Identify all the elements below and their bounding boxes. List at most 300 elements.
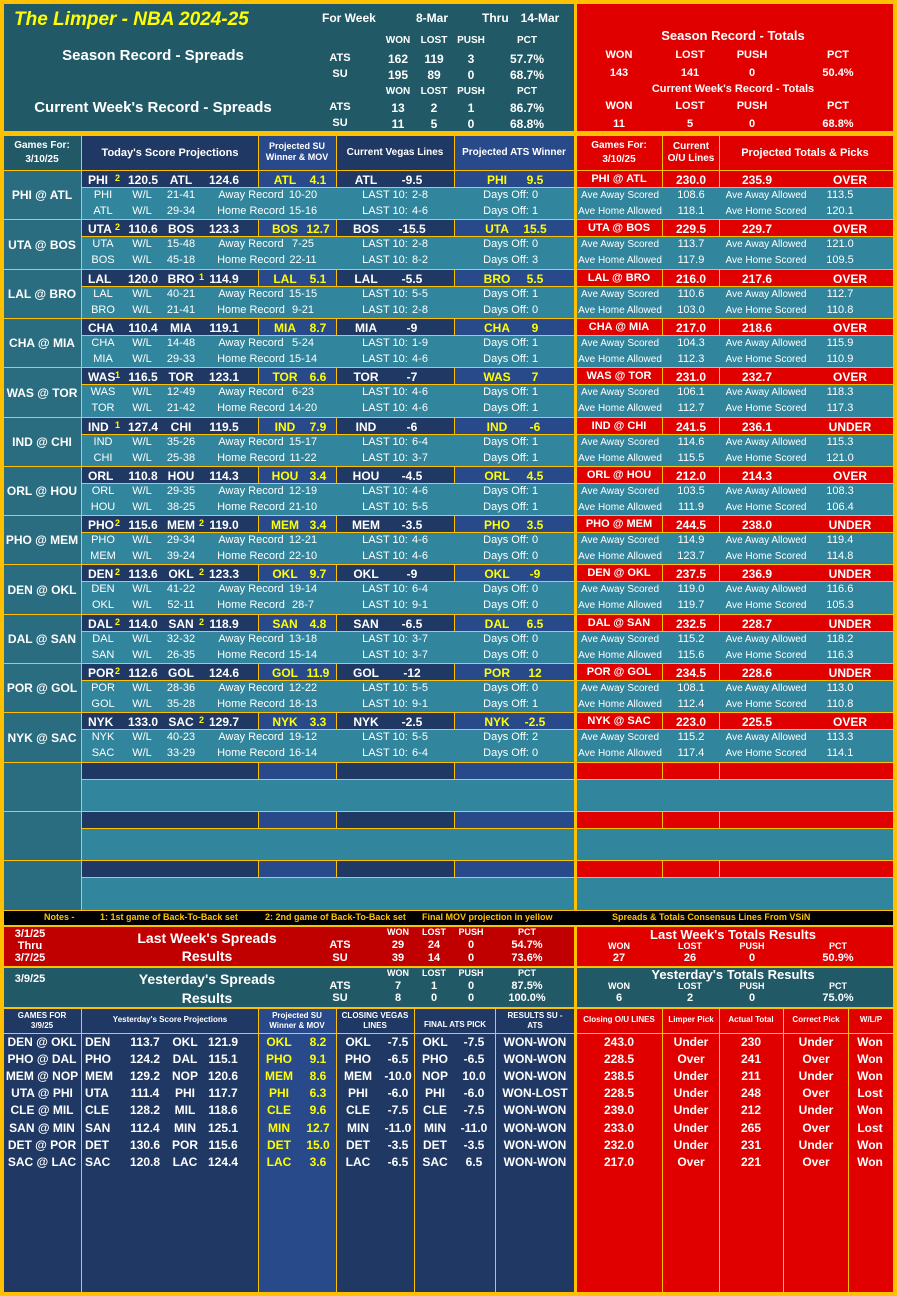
last10-label: LAST 10:	[362, 304, 408, 316]
home-team: SAC	[168, 715, 194, 729]
home-team: BOS	[167, 222, 195, 236]
split-label: Home Record	[217, 452, 285, 464]
avg-value: 114.8	[826, 550, 854, 562]
days-off: 0	[531, 189, 539, 201]
team-abbr: CHI	[93, 452, 113, 464]
avg-label: Ave Home Allowed	[578, 551, 662, 562]
avg-value: 114.1	[826, 747, 854, 759]
y-pick: Under	[673, 1121, 709, 1135]
team-abbr: IND	[93, 436, 113, 448]
days-off: 0	[531, 599, 539, 611]
totals-header: Projected Totals & Picks	[741, 147, 869, 159]
days-off-label: Days Off:	[483, 205, 529, 217]
ou-matchup: POR @ GOL	[586, 666, 652, 678]
avg-label: Ave Home Allowed	[578, 354, 662, 365]
days-off: 0	[531, 633, 539, 645]
last10-record: 4-6	[412, 534, 428, 546]
su-mov: 4.1	[309, 173, 327, 187]
home-score: 119.1	[209, 321, 239, 335]
wl-label: W/L	[132, 731, 152, 743]
team-abbr: BRO	[91, 304, 115, 316]
line-team: TOR	[353, 370, 379, 384]
y-home: DAL	[172, 1052, 198, 1066]
ou-matchup: CHA @ MIA	[588, 321, 650, 333]
team-record: 15-48	[166, 238, 196, 250]
team-record: 29-34	[166, 534, 196, 546]
y-away: CLE	[85, 1103, 109, 1117]
split-record: 28-7	[291, 599, 315, 611]
col-header: PUSH	[739, 981, 765, 991]
avg-value: 110.6	[677, 288, 705, 300]
team-record: 40-21	[166, 288, 196, 300]
line-team: ATL	[354, 173, 378, 187]
lw-su: 14	[427, 952, 441, 964]
line-value: -12	[403, 666, 421, 680]
y-correct: Over	[802, 1121, 830, 1135]
ats-value: 7	[531, 370, 539, 384]
yh-su-label: Projected SU Winner & MOV	[269, 1011, 325, 1030]
away-team: NYK	[88, 715, 114, 729]
split-label: Home Record	[217, 550, 285, 562]
y-line: -6.0	[387, 1086, 409, 1100]
y-correct: Over	[802, 1086, 830, 1100]
ats-label: ATS	[329, 101, 351, 113]
last10-record: 3-7	[412, 452, 428, 464]
y-away: SAN	[85, 1121, 111, 1135]
col-header: WON	[387, 968, 409, 978]
away-score: 133.0	[127, 715, 159, 729]
days-off: 0	[531, 238, 539, 250]
wl-label: W/L	[132, 682, 152, 694]
y-matchup: UTA @ PHI	[11, 1086, 73, 1100]
y-line-team: MEM	[344, 1069, 372, 1083]
week-totals-value: 0	[748, 118, 756, 130]
b2b-flag: 2	[115, 617, 121, 627]
lw-ats: 54.7%	[511, 939, 543, 951]
y-totals-value: 0	[748, 992, 756, 1004]
matchup-label: WAS @ TOR	[6, 385, 78, 400]
days-off: 1	[531, 501, 539, 513]
days-off-label: Days Off:	[483, 485, 529, 497]
total-pick: OVER	[832, 173, 868, 187]
su-team: GOL	[272, 666, 298, 680]
ats-label: ATS	[329, 939, 351, 951]
total-pick: OVER	[832, 222, 868, 236]
lw-totals-value: 26	[683, 952, 697, 964]
split-label: Away Record	[218, 682, 284, 694]
home-team: OKL	[168, 567, 194, 581]
y-pick: Under	[673, 1086, 709, 1100]
last10-label: LAST 10:	[362, 254, 408, 266]
ats-team: NYK	[484, 715, 510, 729]
split-label: Home Record	[217, 254, 285, 266]
y-su: 8	[394, 992, 402, 1004]
yh-wlp-label: W/L/P	[859, 1015, 883, 1024]
days-off-label: Days Off:	[483, 402, 529, 414]
ats-team: ORL	[484, 469, 510, 483]
avg-value: 110.9	[826, 353, 854, 365]
away-team: PHO	[88, 518, 115, 532]
season-su-value: 195	[387, 68, 409, 82]
col-header: LOST	[422, 927, 446, 937]
y-su-mov: 9.6	[309, 1103, 327, 1117]
avg-label: Ave Away Scored	[580, 584, 660, 595]
days-off-label: Days Off:	[483, 238, 529, 250]
y-away: PHO	[85, 1052, 112, 1066]
col-header: WON	[608, 941, 630, 951]
ats-row	[455, 615, 574, 631]
last10-label: LAST 10:	[362, 633, 408, 645]
total-pick: OVER	[832, 272, 868, 286]
y-ats-val: -7.5	[463, 1035, 485, 1049]
lw-totals-value: 50.9%	[822, 952, 854, 964]
y-home: PHI	[174, 1086, 196, 1100]
y-actual: 248	[740, 1086, 762, 1100]
last10-record: 6-4	[412, 747, 428, 759]
page-title: The Limper - NBA 2024-25	[14, 9, 249, 30]
days-off-label: Days Off:	[483, 747, 529, 759]
season-su-value: 68.7%	[509, 68, 545, 82]
avg-value: 121.0	[826, 452, 854, 464]
col-header: PCT	[829, 941, 847, 951]
y-ou: 239.0	[603, 1103, 635, 1117]
games-for-label: Games For:	[14, 140, 70, 151]
season-totals-value: 141	[680, 67, 700, 79]
y-su-team: PHI	[268, 1086, 290, 1100]
avg-value: 116.6	[826, 583, 854, 595]
ats-team: CHA	[484, 321, 510, 335]
ou-row	[663, 763, 719, 779]
y-matchup: CLE @ MIL	[10, 1103, 74, 1117]
games-for-label: Games For:	[591, 140, 647, 151]
last10-record: 5-5	[412, 288, 428, 300]
days-off-label: Days Off:	[483, 682, 529, 694]
b2b-flag: 2	[115, 173, 121, 183]
line-team: BOS	[352, 222, 380, 236]
ats-row	[455, 171, 574, 187]
avg-value: 108.6	[677, 189, 705, 201]
ou-line: 244.5	[675, 518, 707, 532]
team-abbr: PHI	[93, 189, 113, 201]
wl-label: W/L	[132, 337, 152, 349]
days-off: 1	[531, 402, 539, 414]
home-team: SAN	[168, 617, 194, 631]
avg-value: 115.3	[826, 436, 854, 448]
su-team: HOU	[271, 469, 299, 483]
y-line-team: LAC	[345, 1155, 371, 1169]
b2b-flag: 1	[199, 272, 205, 282]
matchup-cell	[4, 861, 81, 910]
away-score: 115.6	[128, 518, 158, 532]
su-row	[259, 812, 336, 828]
ats-row	[455, 861, 574, 877]
ou-row	[663, 861, 719, 877]
su-team: ATL	[273, 173, 297, 187]
avg-value: 115.9	[826, 337, 854, 349]
avg-label: Ave Home Allowed	[578, 453, 662, 464]
split-label: Home Record	[217, 747, 285, 759]
line-team: MEM	[352, 518, 380, 532]
totals-row	[720, 812, 893, 828]
split-record: 7-25	[291, 238, 315, 250]
away-team: DAL	[88, 617, 113, 631]
projected-total: 236.1	[741, 420, 773, 434]
days-off: 0	[531, 649, 539, 661]
wl-label: W/L	[132, 599, 152, 611]
split-record: 21-10	[288, 501, 318, 513]
ou-line: 223.0	[675, 715, 707, 729]
avg-label: Ave Away Scored	[580, 289, 660, 300]
y-wlp: Won	[857, 1138, 883, 1152]
away-team: ORL	[88, 469, 114, 483]
ats-team: PHO	[483, 518, 511, 532]
lw-su: 0	[467, 952, 475, 964]
days-off-label: Days Off:	[483, 550, 529, 562]
y-actual: 212	[740, 1103, 762, 1117]
su-team: MEM	[271, 518, 299, 532]
lw-ats: 29	[391, 939, 405, 951]
avg-value: 115.6	[677, 649, 705, 661]
away-team: LAL	[88, 272, 112, 286]
y-su-team: CLE	[267, 1103, 291, 1117]
avg-value: 113.7	[677, 238, 705, 250]
team-abbr: HOU	[90, 501, 116, 513]
split-label: Home Record	[217, 402, 285, 414]
line-team: GOL	[353, 666, 379, 680]
days-off: 1	[531, 485, 539, 497]
split-record: 16-14	[288, 747, 318, 759]
y-ats-team: SAC	[422, 1155, 448, 1169]
split-label: Away Record	[218, 583, 284, 595]
y-line-team: PHI	[347, 1086, 369, 1100]
avg-value: 117.9	[677, 254, 705, 266]
y-away-score: 129.2	[129, 1069, 161, 1083]
line-team: NYK	[353, 715, 379, 729]
team-abbr: WAS	[90, 386, 116, 398]
y-ats-val: 6.5	[465, 1155, 483, 1169]
days-off: 1	[531, 288, 539, 300]
y-home-score: 117.7	[208, 1086, 238, 1100]
y-ats-team: DET	[423, 1138, 447, 1152]
home-score: 123.3	[208, 222, 240, 236]
ou-line: 237.5	[675, 567, 707, 581]
y-ats: 87.5%	[511, 980, 543, 992]
home-score: 119.0	[209, 518, 239, 532]
home-team: BRO	[167, 272, 195, 286]
last10-label: LAST 10:	[362, 550, 408, 562]
y-matchup: SAN @ MIN	[9, 1121, 75, 1135]
su-label: SU	[332, 117, 348, 129]
vegas-header: Current Vegas Lines	[346, 147, 444, 158]
split-label: Away Record	[218, 731, 284, 743]
ou-line: 234.5	[675, 666, 707, 680]
y-line: -11.0	[384, 1121, 412, 1135]
yesterday-panel	[4, 968, 574, 1007]
ats-row	[455, 270, 574, 286]
y-su-team: LAC	[266, 1155, 292, 1169]
ou-line: 229.5	[675, 222, 707, 236]
matchup-label: UTA @ BOS	[8, 237, 76, 252]
home-team: HOU	[167, 469, 195, 483]
y-away-score: 128.2	[129, 1103, 161, 1117]
avg-value: 119.7	[677, 599, 705, 611]
y-ou: 228.5	[603, 1086, 635, 1100]
ats-row	[455, 812, 574, 828]
season-totals-value: 143	[609, 67, 629, 79]
y-ats-val: -6.5	[463, 1052, 485, 1066]
last10-label: LAST 10:	[362, 189, 408, 201]
avg-value: 113.0	[826, 682, 854, 694]
y-su-mov: 6.3	[309, 1086, 327, 1100]
thru-label: Thru	[482, 11, 509, 25]
split-label: Away Record	[218, 288, 284, 300]
matchup-label: LAL @ BRO	[7, 287, 77, 301]
days-off: 1	[531, 205, 539, 217]
total-pick: UNDER	[828, 617, 872, 631]
projected-total: 238.0	[741, 518, 773, 532]
away-score: 110.4	[128, 321, 158, 335]
ats-value: 9.5	[526, 173, 544, 187]
b2b-flag: 1	[115, 420, 121, 430]
days-off-label: Days Off:	[483, 649, 529, 661]
split-label: Home Record	[217, 304, 285, 316]
days-off: 0	[531, 304, 539, 316]
avg-value: 106.4	[826, 501, 854, 513]
y-away: SAC	[85, 1155, 111, 1169]
avg-label: Ave Home Allowed	[578, 206, 662, 217]
lw-su: 39	[391, 952, 405, 964]
days-off-label: Days Off:	[483, 633, 529, 645]
avg-label: Ave Away Allowed	[725, 634, 807, 645]
su-team: SAN	[272, 617, 298, 631]
y-ats-team: PHO	[421, 1052, 449, 1066]
y-correct: Under	[798, 1035, 834, 1049]
home-score: 114.3	[209, 469, 239, 483]
team-record: 35-26	[166, 436, 196, 448]
days-off-label: Days Off:	[483, 599, 529, 611]
y-ou: 228.5	[603, 1052, 635, 1066]
avg-label: Ave Home Allowed	[578, 748, 662, 759]
team-record: 33-29	[166, 747, 196, 759]
y-pick: Over	[677, 1052, 705, 1066]
stats-rows-right	[577, 878, 893, 910]
week-ats-value: 86.7%	[509, 101, 545, 115]
avg-value: 118.3	[826, 386, 854, 398]
avg-label: Ave Away Allowed	[725, 486, 807, 497]
split-label: Away Record	[218, 485, 284, 497]
y-line-team: PHO	[344, 1052, 372, 1066]
col-header: PUSH	[736, 100, 768, 112]
su-mov: 4.8	[309, 617, 327, 631]
col-header: WON	[608, 981, 630, 991]
avg-value: 118.1	[677, 205, 705, 217]
avg-label: Ave Home Scored	[725, 551, 807, 562]
week-start: 8-Mar	[415, 11, 449, 25]
y-su-mov: 15.0	[306, 1138, 330, 1152]
ats-label: ATS	[329, 52, 351, 64]
y-ats-team: OKL	[422, 1035, 448, 1049]
yh-final-label: FINAL ATS PICK	[423, 1020, 487, 1029]
y-home: NOP	[171, 1069, 199, 1083]
su-row	[259, 763, 336, 779]
team-record: 21-42	[166, 402, 196, 414]
away-score: 127.4	[127, 420, 159, 434]
y-ats-val: 10.0	[462, 1069, 486, 1083]
ou-matchup: NYK @ SAC	[587, 715, 651, 727]
stats-rows-right	[577, 780, 893, 811]
ou-line: 241.5	[675, 420, 707, 434]
matchup-cell	[4, 812, 81, 860]
away-team: PHI	[88, 173, 109, 187]
team-abbr: PHO	[91, 534, 115, 546]
home-team: ATL	[169, 173, 193, 187]
away-team: WAS	[88, 370, 116, 384]
ats-row	[455, 516, 574, 532]
avg-value: 117.3	[826, 402, 854, 414]
split-record: 15-16	[288, 205, 318, 217]
avg-label: Ave Away Allowed	[725, 584, 807, 595]
lw-totals-title: Last Week's Totals Results	[650, 927, 816, 942]
b2b-flag: 2	[115, 567, 121, 577]
last10-label: LAST 10:	[362, 599, 408, 611]
days-off: 0	[531, 583, 539, 595]
y-wlp: Lost	[857, 1121, 883, 1135]
home-team: MIA	[170, 321, 192, 335]
ou-matchup: IND @ CHI	[591, 420, 647, 432]
avg-label: Ave Away Allowed	[725, 338, 807, 349]
team-record: 14-48	[166, 337, 196, 349]
avg-label: Ave Away Scored	[580, 190, 660, 201]
avg-value: 112.7	[826, 288, 854, 300]
su-mov: 3.4	[309, 518, 327, 532]
avg-label: Ave Away Scored	[580, 239, 660, 250]
avg-value: 121.0	[826, 238, 854, 250]
col-header: LOST	[422, 968, 446, 978]
line-team: SAN	[353, 617, 379, 631]
total-pick: OVER	[832, 370, 868, 384]
su-label: SU	[332, 68, 348, 80]
last10-record: 2-8	[412, 304, 428, 316]
su-mov: 3.4	[309, 469, 327, 483]
notes-label: Notes -	[44, 912, 75, 922]
avg-value: 105.3	[826, 599, 854, 611]
su-mov: 5.1	[309, 272, 327, 286]
avg-value: 116.3	[826, 649, 854, 661]
y-ats-val: -3.5	[463, 1138, 485, 1152]
stats-rows	[82, 878, 574, 910]
y-su-team: PHO	[265, 1052, 293, 1066]
team-abbr: MIA	[93, 353, 113, 365]
last10-label: LAST 10:	[362, 205, 408, 217]
home-team: TOR	[168, 370, 194, 384]
projected-total: 235.9	[741, 173, 773, 187]
team-record: 25-38	[166, 452, 196, 464]
avg-label: Ave Home Allowed	[578, 305, 662, 316]
split-label: Away Record	[218, 238, 284, 250]
avg-label: Ave Home Scored	[725, 354, 807, 365]
ou-match-row	[577, 763, 662, 779]
total-pick: UNDER	[828, 420, 872, 434]
note-b2b1: 1: 1st game of Back-To-Back set	[100, 912, 238, 922]
days-off: 0	[531, 747, 539, 759]
projected-total: 236.9	[741, 567, 773, 581]
y-matchup: DEN @ OKL	[7, 1035, 77, 1049]
away-score: 120.5	[127, 173, 159, 187]
avg-value: 111.9	[678, 501, 704, 513]
su-mov: 12.7	[306, 222, 330, 236]
proj-row	[82, 861, 258, 877]
line-team: LAL	[354, 272, 378, 286]
